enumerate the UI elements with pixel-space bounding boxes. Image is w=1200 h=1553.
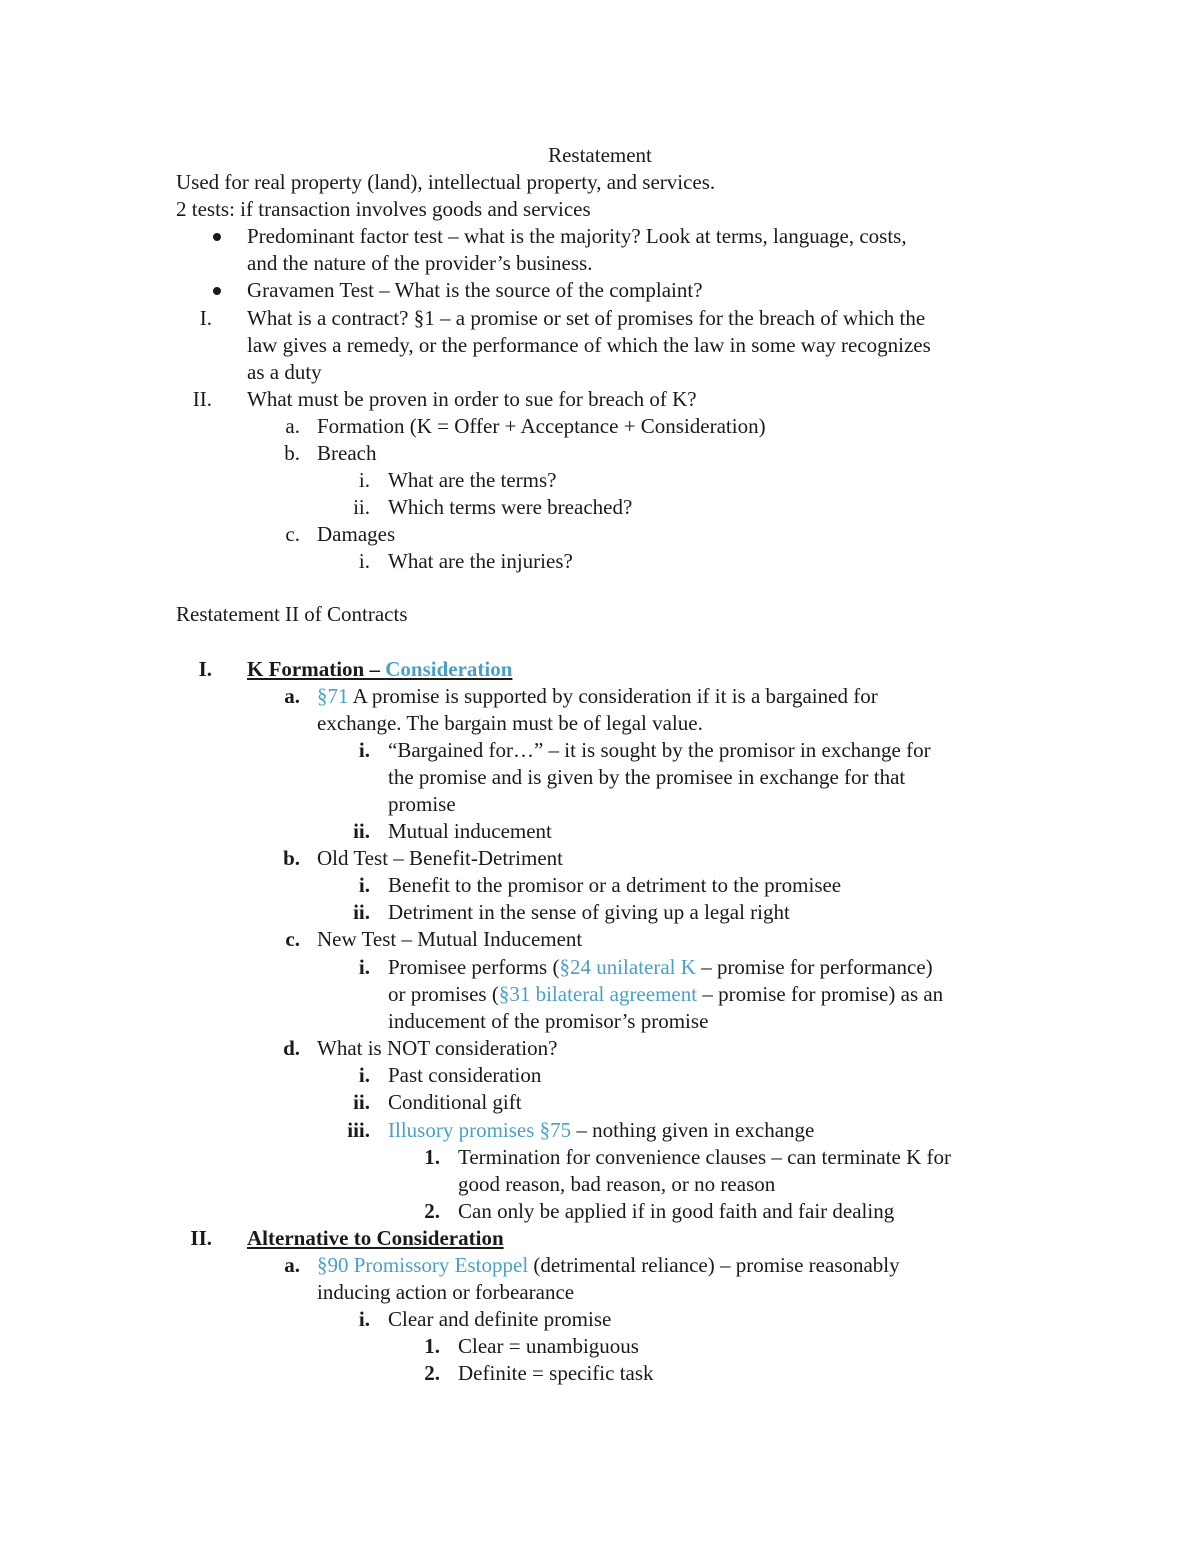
list-marker: i. (358, 1063, 370, 1087)
predominant-factor-test-cont: and the nature of the provider’s business. (247, 251, 593, 275)
list-marker: II. (192, 387, 212, 411)
clear-definite-item: Clear and definite promise (388, 1307, 612, 1331)
or-promises-line (388, 981, 943, 1008)
past-consideration-item: Past consideration (388, 1063, 542, 1087)
list-marker: a. (284, 1253, 300, 1277)
bargained-for-end: promise (388, 792, 456, 816)
list-marker: 1. (424, 1145, 440, 1169)
termination-clause-item: Termination for convenience clauses – can terminate K for (458, 1145, 951, 1169)
old-test-item: Old Test – Benefit-Detriment (317, 846, 564, 870)
list-marker: c. (285, 522, 300, 546)
good-faith-item: Can only be applied if in good faith and fair dealing (458, 1199, 895, 1223)
promissory-estoppel-cont: inducing action or forbearance (317, 1280, 575, 1304)
promissory-estoppel-line (317, 1252, 900, 1279)
list-marker: d. (283, 1036, 300, 1060)
promisee-performs-end: – promise for performance) (695, 955, 933, 979)
list-marker: I. (199, 306, 212, 330)
inducement-line: inducement of the promisor’s promise (388, 1009, 709, 1033)
contract-definition-end: as a duty (247, 360, 322, 384)
mutual-inducement-item: Mutual inducement (388, 819, 552, 843)
new-test-item: New Test – Mutual Inducement (317, 927, 583, 951)
list-marker: i. (358, 549, 370, 573)
page-title: Restatement (548, 143, 652, 167)
intro-line: Used for real property (land), intellectual property, and services. (176, 170, 716, 194)
alternative-heading: Alternative to Consideration (247, 1226, 504, 1250)
list-marker: II. (190, 1226, 212, 1250)
promissory-estoppel-text: (detrimental reliance) – promise reasonably (528, 1253, 900, 1277)
section-heading: Restatement II of Contracts (176, 602, 408, 626)
k-formation-heading (247, 656, 512, 683)
section-71-line (317, 683, 878, 710)
list-marker: a. (284, 684, 300, 708)
tests-line: 2 tests: if transaction involves goods and services (176, 197, 591, 221)
list-marker: ii. (353, 819, 370, 843)
illusory-promises-line (388, 1117, 814, 1144)
injuries-item: What are the injuries? (388, 549, 573, 573)
benefit-item: Benefit to the promisor or a detriment to the promisee (388, 873, 842, 897)
clear-item: Clear = unambiguous (458, 1334, 639, 1358)
bullet-dot (213, 233, 221, 241)
or-promises-end: – promise for promise) as an (697, 982, 944, 1006)
conditional-gift-item: Conditional gift (388, 1090, 522, 1114)
list-marker: i. (358, 468, 370, 492)
contract-definition-cont: law gives a remedy, or the performance of which the law in some way recognizes (247, 333, 931, 357)
section-75-link[interactable]: Illusory promises §75 (388, 1118, 572, 1142)
breached-terms-item: Which terms were breached? (388, 495, 633, 519)
section-24-link[interactable]: §24 unilateral K (559, 955, 696, 979)
bullet-dot (213, 287, 221, 295)
section-31-link[interactable]: §31 bilateral agreement (498, 982, 698, 1006)
section-71-cont: exchange. The bargain must be of legal value. (317, 711, 703, 735)
bargained-for-item: “Bargained for…” – it is sought by the promisor in exchange for (388, 738, 931, 762)
contract-definition: What is a contract? §1 – a promise or set of promises for the breach of which the (247, 306, 926, 330)
predominant-factor-test: Predominant factor test – what is the majority? Look at terms, language, costs, (247, 224, 907, 248)
list-marker: i. (358, 1307, 370, 1331)
definite-item: Definite = specific task (458, 1361, 654, 1385)
list-marker: 2. (424, 1361, 440, 1385)
consideration-link[interactable]: Consideration (385, 657, 513, 681)
list-marker: ii. (353, 495, 370, 519)
k-formation-title: K Formation – (247, 657, 386, 681)
gravamen-test: Gravamen Test – What is the source of the complaint? (247, 278, 703, 302)
list-marker: i. (358, 955, 370, 979)
list-marker: ii. (353, 900, 370, 924)
or-promises-text: or promises ( (388, 982, 499, 1006)
list-marker: b. (283, 846, 300, 870)
breach-elements-question: What must be proven in order to sue for breach of K? (247, 387, 697, 411)
list-marker: i. (358, 738, 370, 762)
breach-item: Breach (317, 441, 377, 465)
section-71-text: A promise is supported by consideration if it is a bargained for (348, 684, 878, 708)
promisee-performs-text: Promisee performs ( (388, 955, 560, 979)
bargained-for-cont: the promise and is given by the promisee in exchange for that (388, 765, 906, 789)
section-71-link[interactable]: §71 (317, 684, 349, 708)
termination-clause-cont: good reason, bad reason, or no reason (458, 1172, 776, 1196)
not-consideration-item: What is NOT consideration? (317, 1036, 558, 1060)
detriment-item: Detriment in the sense of giving up a legal right (388, 900, 790, 924)
list-marker: a. (285, 414, 300, 438)
damages-item: Damages (317, 522, 396, 546)
list-marker: b. (284, 441, 300, 465)
list-marker: ii. (353, 1090, 370, 1114)
illusory-promises-text: – nothing given in exchange (571, 1118, 815, 1142)
terms-item: What are the terms? (388, 468, 557, 492)
formation-item: Formation (K = Offer + Acceptance + Consideration) (317, 414, 766, 438)
list-marker: iii. (347, 1118, 370, 1142)
section-90-link[interactable]: §90 Promissory Estoppel (317, 1253, 529, 1277)
list-marker: c. (285, 927, 300, 951)
list-marker: 2. (424, 1199, 440, 1223)
list-marker: i. (358, 873, 370, 897)
list-marker: 1. (424, 1334, 440, 1358)
list-marker: I. (198, 657, 212, 681)
promisee-performs-line (388, 954, 933, 981)
